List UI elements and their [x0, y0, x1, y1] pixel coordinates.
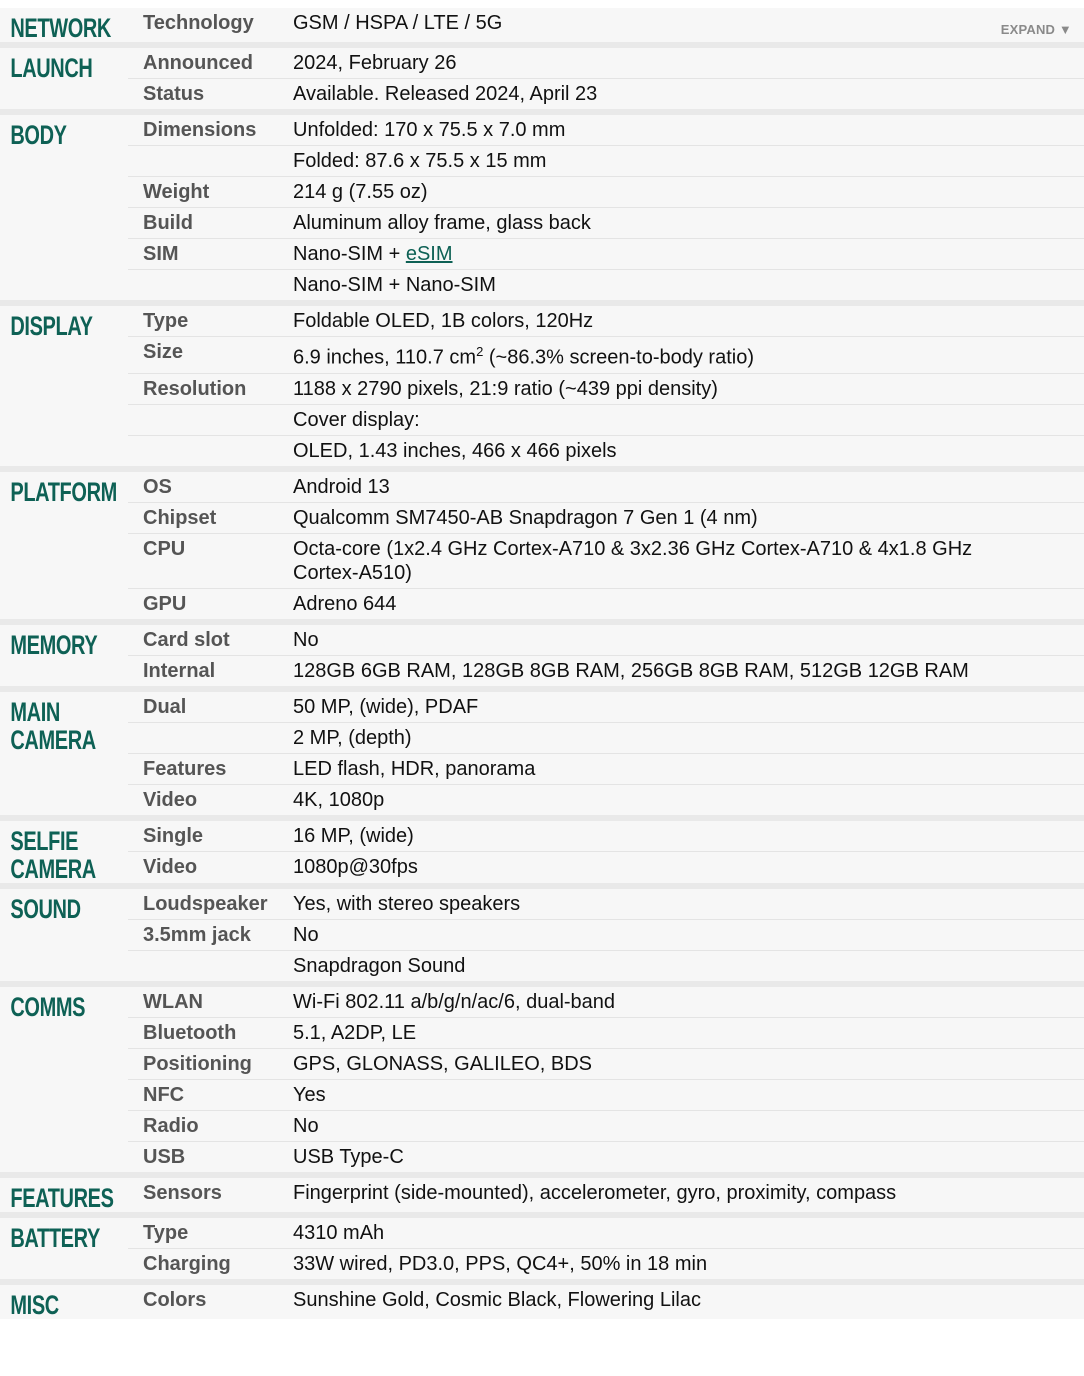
spec-value: 2 MP, (depth): [293, 726, 412, 749]
spec-value: Fingerprint (side-mounted), accelerometer, gyro, proximity, compass: [293, 1181, 897, 1204]
spec-label: WLAN: [143, 990, 203, 1013]
spec-row: [128, 920, 1084, 951]
spec-value: 16 MP, (wide): [293, 824, 414, 847]
spec-label: Type: [143, 1221, 189, 1244]
spec-label: NFC: [143, 1083, 185, 1106]
spec-label: [128, 951, 293, 981]
section-title-line: PLATFORM: [10, 476, 117, 507]
spec-section-main-camera: [0, 692, 1084, 821]
spec-row: [128, 852, 1084, 882]
spec-row: [128, 1249, 1084, 1279]
spec-label: Weight: [143, 181, 210, 203]
spec-label: Video: [143, 788, 198, 811]
spec-row: [128, 115, 1084, 146]
spec-value: Snapdragon Sound: [293, 954, 466, 977]
spec-value: 4310 mAh: [293, 1221, 385, 1244]
spec-value: 1080p@30fps: [293, 855, 418, 878]
spec-value: Sunshine Gold, Cosmic Black, Flowering Lilac: [293, 1288, 701, 1311]
spec-section-platform: [0, 472, 1084, 625]
spec-label: [128, 723, 293, 753]
spec-row: [128, 821, 1084, 852]
spec-row: [128, 1049, 1084, 1080]
spec-section-display: [0, 306, 1084, 472]
spec-row: [128, 625, 1084, 656]
spec-row: [128, 472, 1084, 503]
spec-value: GSM / HSPA / LTE / 5G: [293, 12, 503, 34]
spec-label: [128, 270, 293, 300]
spec-row: [128, 589, 1084, 619]
spec-label: Type: [143, 310, 189, 332]
spec-label: Bluetooth: [143, 1021, 237, 1044]
spec-section-features: [0, 1178, 1084, 1218]
spec-section-launch: [0, 48, 1084, 115]
spec-label: Internal: [143, 659, 216, 682]
spec-label: Charging: [143, 1252, 231, 1275]
section-rows: [128, 306, 1084, 466]
spec-row: [128, 534, 1084, 589]
spec-value: Android 13: [293, 475, 390, 498]
spec-label: [128, 405, 293, 435]
spec-row: [128, 1142, 1084, 1172]
spec-label: Status: [143, 83, 205, 105]
spec-value: GPS, GLONASS, GALILEO, BDS: [293, 1052, 592, 1075]
spec-row: [128, 436, 1084, 466]
section-title-line: BODY: [10, 120, 67, 150]
spec-value: No: [293, 1114, 319, 1137]
section-title-line: NETWORK: [10, 13, 111, 43]
spec-value: Aluminum alloy frame, glass back: [293, 212, 591, 234]
section-title-line: MAIN: [10, 696, 60, 727]
spec-label: Chipset: [143, 506, 217, 529]
spec-section-comms: [0, 987, 1084, 1178]
spec-label: OS: [143, 475, 172, 498]
spec-row: [128, 889, 1084, 920]
spec-value: Cover display:: [293, 408, 420, 431]
spec-row: [128, 754, 1084, 785]
section-title-line: COMMS: [10, 991, 86, 1022]
spec-value: Unfolded: 170 x 75.5 x 7.0 mm: [293, 119, 566, 141]
section-title-line: LAUNCH: [10, 53, 93, 83]
spec-row: [128, 337, 1084, 374]
spec-row: [128, 692, 1084, 723]
section-title-line: CAMERA: [10, 724, 96, 755]
spec-label: Size: [143, 341, 184, 363]
spec-value: No: [293, 923, 319, 946]
spec-label: Colors: [143, 1288, 207, 1311]
spec-row: [128, 1111, 1084, 1142]
spec-label: Technology: [143, 12, 254, 34]
superscript: 2: [476, 344, 484, 359]
spec-value: Yes, with stereo speakers: [293, 892, 521, 915]
spec-row: [128, 1218, 1084, 1249]
spec-row: [128, 951, 1084, 981]
spec-row: [128, 146, 1084, 177]
spec-row: [128, 270, 1084, 300]
spec-value-text: (~86.3% screen-to-body ratio): [483, 346, 754, 369]
spec-row: [128, 405, 1084, 436]
spec-value: 33W wired, PD3.0, PPS, QC4+, 50% in 18 min: [293, 1252, 708, 1275]
section-title: [0, 1285, 95, 1319]
spec-row: [128, 79, 1084, 109]
section-title-line: FEATURES: [10, 1182, 114, 1213]
spec-row: [128, 1018, 1084, 1049]
section-title: [0, 115, 95, 300]
spec-label: Resolution: [143, 377, 247, 400]
spec-label: SIM: [143, 243, 179, 265]
spec-value: Adreno 644: [293, 592, 397, 615]
section-title-line: CAMERA: [10, 853, 96, 884]
spec-row: [128, 8, 1084, 38]
spec-section-body: [0, 115, 1084, 306]
spec-value: LED flash, HDR, panorama: [293, 757, 536, 780]
spec-value: OLED, 1.43 inches, 466 x 466 pixels: [293, 439, 617, 462]
spec-row: [128, 48, 1084, 79]
spec-value: 5.1, A2DP, LE: [293, 1021, 417, 1044]
spec-value: 1188 x 2790 pixels, 21:9 ratio (~439 ppi density): [293, 377, 718, 400]
spec-row: [128, 987, 1084, 1018]
spec-row: [128, 208, 1084, 239]
section-rows: [128, 625, 1084, 686]
spec-section-memory: [0, 625, 1084, 692]
section-rows: [128, 1285, 1084, 1319]
spec-label: [128, 146, 293, 176]
spec-value: Foldable OLED, 1B colors, 120Hz: [293, 310, 594, 332]
spec-label: Loudspeaker: [143, 892, 268, 915]
spec-value: 214 g (7.55 oz): [293, 181, 428, 203]
spec-value: [293, 337, 1084, 373]
spec-value: Nano-SIM + Nano-SIM: [293, 274, 496, 296]
section-rows: [128, 692, 1084, 815]
section-rows: [128, 1178, 1084, 1212]
spec-value: Wi-Fi 802.11 a/b/g/n/ac/6, dual-band: [293, 990, 616, 1013]
section-rows: [128, 1218, 1084, 1279]
spec-section-misc: [0, 1285, 1084, 1319]
section-rows: [128, 48, 1084, 109]
spec-value: Octa-core (1x2.4 GHz Cortex-A710 & 3x2.36 GHz Cortex-A710 & 4x1.8 GHz Cortex-A510): [293, 537, 973, 584]
spec-label: Radio: [143, 1114, 199, 1137]
spec-value: No: [293, 628, 319, 651]
spec-value: Qualcomm SM7450-AB Snapdragon 7 Gen 1 (4 nm): [293, 506, 758, 529]
spec-label: Dual: [143, 695, 187, 718]
spec-label: Announced: [143, 52, 253, 74]
spec-label: Sensors: [143, 1181, 222, 1204]
section-title: [0, 8, 111, 43]
spec-row: [128, 723, 1084, 754]
spec-row: [128, 1178, 1084, 1208]
section-title: [0, 306, 95, 466]
spec-row: [128, 239, 1084, 270]
section-title: [0, 692, 95, 815]
spec-label: Positioning: [143, 1052, 252, 1075]
spec-label: Features: [143, 757, 227, 780]
spec-label: CPU: [143, 537, 186, 560]
spec-label: Card slot: [143, 628, 230, 651]
spec-label: Single: [143, 824, 204, 847]
section-title: [0, 889, 95, 981]
spec-value: [293, 239, 1084, 269]
section-rows: [128, 472, 1084, 619]
spec-value-text: 6.9 inches, 110.7 cm: [293, 346, 477, 369]
spec-value: Yes: [293, 1083, 326, 1106]
spec-label: Build: [143, 212, 193, 234]
section-rows: [128, 889, 1084, 981]
spec-row: [128, 503, 1084, 534]
spec-value: Available. Released 2024, April 23: [293, 83, 598, 105]
section-rows: [128, 987, 1084, 1172]
spec-row: [128, 785, 1084, 815]
section-title-line: DISPLAY: [10, 311, 93, 341]
spec-label: Video: [143, 855, 198, 878]
section-title-line: SELFIE: [10, 825, 79, 856]
spec-value-text: Nano-SIM +: [293, 243, 406, 265]
section-rows: [128, 8, 1084, 42]
spec-value: 4K, 1080p: [293, 788, 385, 811]
expand-button[interactable]: EXPAND ▼: [1000, 22, 1072, 37]
spec-label: GPU: [143, 592, 187, 615]
spec-section-battery: [0, 1218, 1084, 1285]
section-rows: [128, 821, 1084, 883]
spec-value: Folded: 87.6 x 75.5 x 15 mm: [293, 150, 547, 172]
section-title: [0, 48, 95, 109]
section-title-line: BATTERY: [10, 1222, 100, 1253]
section-title: [0, 987, 95, 1172]
spec-row: [128, 177, 1084, 208]
esim-link[interactable]: eSIM: [405, 243, 453, 265]
spec-section-selfie-camera: [0, 821, 1084, 889]
spec-row: [128, 656, 1084, 686]
spec-row: [128, 306, 1084, 337]
section-title: [0, 1218, 100, 1279]
spec-label: 3.5mm jack: [143, 923, 251, 946]
section-title-line: SOUND: [10, 893, 81, 924]
spec-value: 50 MP, (wide), PDAF: [293, 695, 479, 718]
section-title-line: MEMORY: [10, 629, 98, 660]
spec-label: [128, 436, 293, 466]
spec-label: Dimensions: [143, 119, 257, 141]
spec-row: [128, 1285, 1084, 1315]
spec-row: [128, 374, 1084, 405]
spec-value: USB Type-C: [293, 1145, 404, 1168]
section-title: [0, 1178, 114, 1213]
spec-label: USB: [143, 1145, 186, 1168]
spec-section-sound: [0, 889, 1084, 987]
section-title: [0, 625, 98, 686]
spec-section-network: [0, 8, 1084, 48]
section-rows: [128, 115, 1084, 300]
section-title: [0, 472, 117, 619]
spec-row: [128, 1080, 1084, 1111]
section-title: [0, 821, 95, 883]
spec-value: 2024, February 26: [293, 52, 457, 74]
spec-value: 128GB 6GB RAM, 128GB 8GB RAM, 256GB 8GB RAM, 512GB 12GB RAM: [293, 659, 969, 682]
section-title-line: MISC: [10, 1289, 59, 1320]
